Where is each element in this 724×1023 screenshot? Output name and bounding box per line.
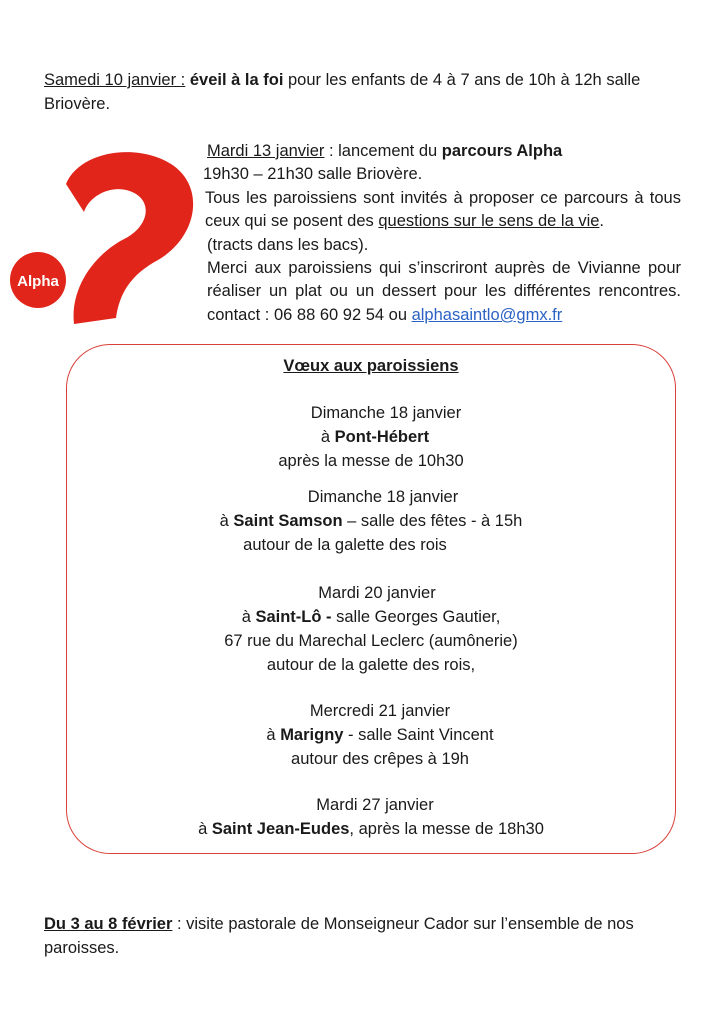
event-detail: autour de la galette des rois [243,536,447,554]
event-place: à Pont-Hébert [320,428,430,446]
alpha-invite-end: . [599,212,605,231]
event-place: à Marigny - salle Saint Vincent [266,726,494,744]
alpha-line-1 [203,140,681,163]
voeux-event [67,793,675,841]
alpha-question-mark-icon [66,152,193,324]
voeux-event [67,401,675,473]
event-detail: autour des crêpes à 19h [291,750,469,768]
announcement-visite-pastorale [44,912,684,960]
alpha-invite-start: Tous les paroissiens sont invités à proposer ce parcours à tous ceux qui se posent des [205,188,681,231]
date-mardi-13: Mardi 13 janvier [207,142,325,160]
alpha-time: 19h30 – 21h30 salle Briovère. [203,165,423,184]
alpha-tracts: (tracts dans les bacs). [207,235,369,254]
alpha-merci [203,257,681,327]
voeux-box [66,344,676,854]
date-3-8-fevrier: Du 3 au 8 février [44,915,173,933]
event-detail: 67 rue du Marechal Leclerc (aumônerie) [224,632,518,650]
eveil-foi-details: pour les enfants de 4 à 7 ans de 10h à 12h salle Briovère. [44,71,641,113]
date-separator: : [180,71,186,89]
announcement-alpha [203,140,681,327]
event-place: à Saint-Lô - salle Georges Gautier, [241,608,501,626]
event-date: Mercredi 21 janvier [309,702,451,720]
event-date: Dimanche 18 janvier [310,404,462,422]
alpha-email-link[interactable]: alphasaintlo@gmx.fr [411,305,563,324]
visite-pastorale-details: : visite pastorale de Monseigneur Cador sur l’ensemble de nos paroisses. [44,915,634,957]
voeux-event [67,485,675,557]
alpha-sens-vie: questions sur le sens de la vie [378,212,600,231]
event-date: Mardi 20 janvier [318,584,436,602]
event-detail-2: autour de la galette des rois, [266,656,476,674]
announcement-eveil-foi [44,68,684,116]
alpha-intro: : lancement du [324,142,442,160]
event-place: à Saint Jean-Eudes, après la messe de 18h30 [198,820,544,838]
parcours-alpha-title: parcours Alpha [441,142,563,160]
alpha-logo-text: Alpha [17,273,59,290]
alpha-logo [8,138,200,328]
eveil-foi-title: éveil à la foi [189,71,284,89]
event-detail: après la messe de 10h30 [278,452,464,470]
event-date: Dimanche 18 janvier [307,488,459,506]
voeux-event [67,699,675,771]
date-samedi-10: Samedi 10 janvier [44,71,181,89]
event-date: Mardi 27 janvier [316,796,434,814]
event-place: à Saint Samson – salle des fêtes - à 15h [219,512,523,530]
voeux-event [67,581,675,677]
voeux-title: Vœux aux paroissiens [283,357,459,375]
alpha-merci-text: Merci aux paroissiens qui s’inscriront auprès de Vivianne pour réaliser un plat ou un dessert pour les différentes rencontres. contact : 06 88 60 92 54 ou [207,259,681,324]
alpha-invite [203,187,681,234]
